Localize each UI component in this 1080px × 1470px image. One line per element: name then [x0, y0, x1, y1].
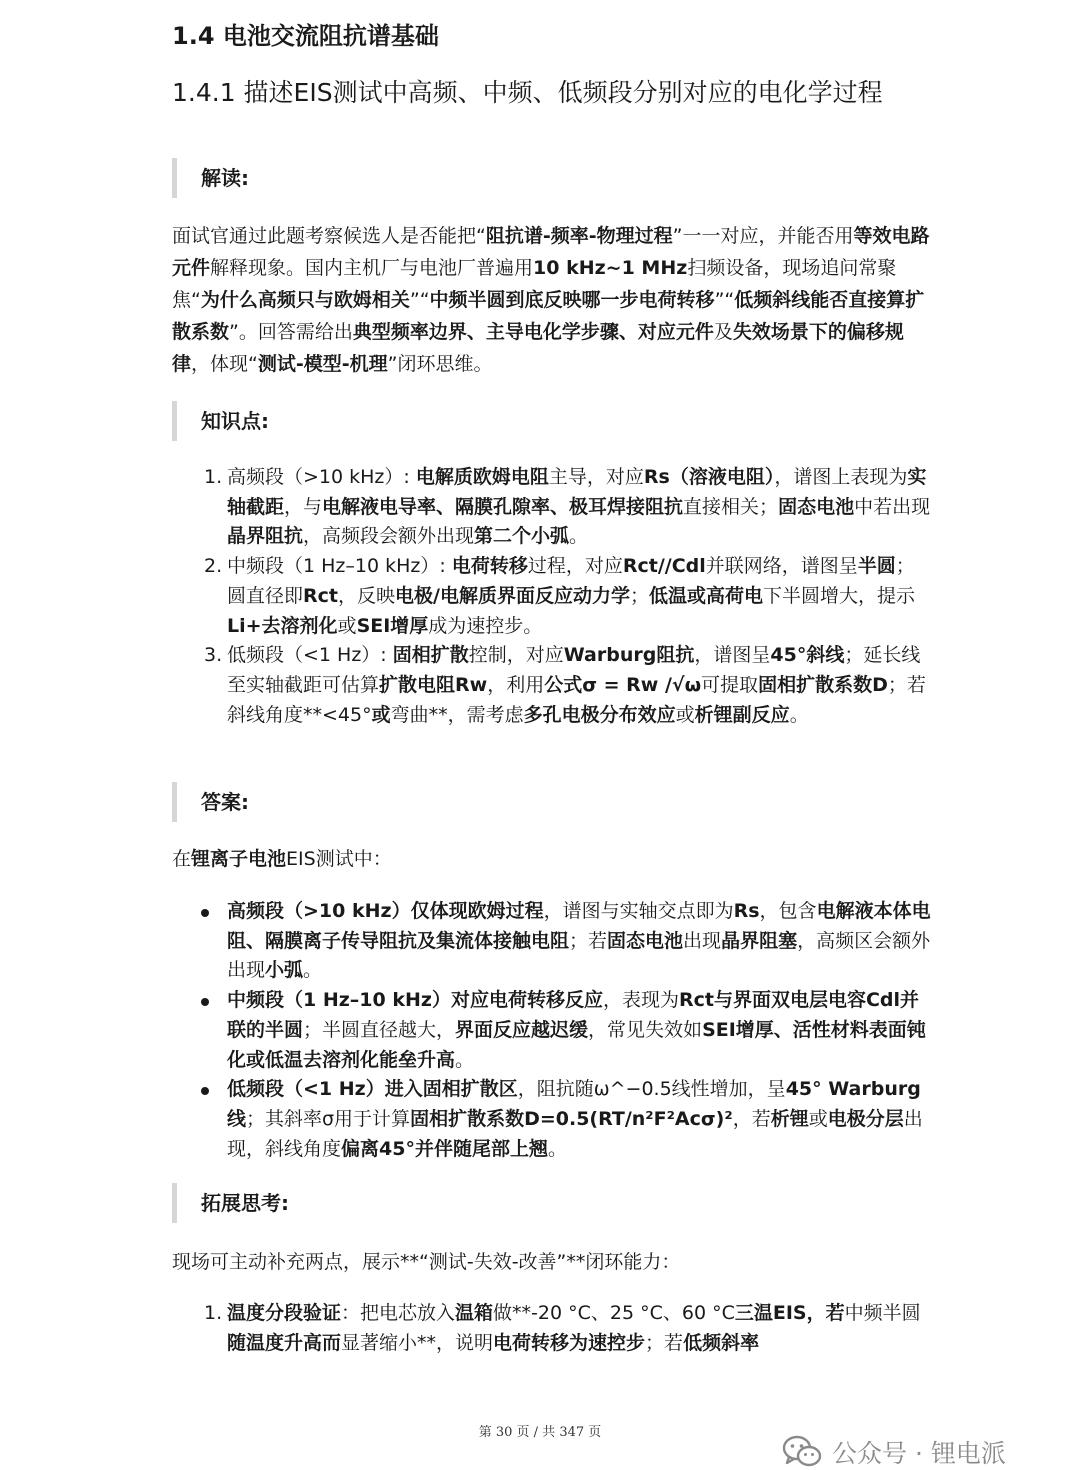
list-item — [172, 897, 932, 986]
bold-text: 45°斜线 — [770, 644, 845, 667]
subsection-heading: 1.4.1 描述EIS测试中高频、中频、低频段分别对应的电化学过程 — [172, 78, 883, 107]
text-run: 直接相关； — [683, 495, 779, 518]
text-run: ；其斜率σ用于计算 — [246, 1107, 411, 1130]
wechat-icon — [782, 1435, 822, 1469]
text-run: ，常见失效如 — [588, 1018, 703, 1041]
bold-text: 阻抗谱-频率-物理过程 — [485, 225, 673, 247]
bold-text: 晶界阻塞 — [721, 929, 798, 952]
text-run: ，高频段会额外出现 — [303, 525, 475, 548]
bold-text: 典型频率边界、主导电化学步骤、对应元件 — [352, 321, 714, 343]
page-footer: 第 30 页 / 共 347 页 — [478, 1425, 602, 1440]
section-heading: 1.4 电池交流阻抗谱基础 — [172, 22, 439, 50]
text-run: 。 — [569, 525, 589, 548]
bold-text: Rct//Cdl — [622, 555, 706, 578]
bold-text: 偏离45°并伴随尾部上翘 — [341, 1137, 548, 1160]
bold-text: 失效场景下的偏移规律 — [172, 321, 904, 375]
extension-intro — [172, 1246, 932, 1278]
list-item — [172, 463, 932, 552]
bold-text: Rct — [303, 584, 338, 607]
bold-text: 中频半圆到底反映哪一步电荷转移 — [429, 289, 715, 311]
text-run: ，与 — [284, 495, 323, 518]
bold-text: 低频段（<1 Hz）进入固相扩散区 — [227, 1078, 518, 1101]
bold-text: SEI增厚、活性材料表面钝化或低温去溶剂化能垒升高 — [227, 1018, 926, 1071]
text-run: ”。回答需给出 — [229, 321, 353, 343]
watermark-text: 公众号 · 锂电派 — [832, 1439, 1006, 1468]
text-run: 扫频设备，现场追问常聚焦“ — [172, 257, 897, 311]
bullet-icon — [201, 909, 209, 917]
text-run: 中若出现 — [854, 495, 931, 518]
list-item — [172, 641, 932, 730]
bold-text: 10 kHz~1 MHz — [533, 257, 688, 279]
text-run: 或 — [337, 614, 357, 637]
text-run: 及 — [713, 321, 733, 343]
text-run: ”“ — [409, 289, 430, 311]
text-run: ，阻抗随ω^−0.5线性增加，呈 — [517, 1078, 786, 1101]
bold-text: 固态电池 — [778, 495, 855, 518]
list-number: 2. — [204, 555, 223, 578]
text-run: 主导，对应 — [548, 466, 644, 488]
bold-text: 随温度升高而 — [227, 1331, 342, 1354]
bold-text: 三温EIS，若 — [734, 1302, 845, 1324]
bold-text: 温度分段验证 — [227, 1302, 342, 1324]
text-run: 出现 — [683, 929, 722, 952]
watermark — [782, 1434, 1006, 1470]
bold-text: 电极分层 — [827, 1107, 904, 1130]
bold-text: Rs — [733, 900, 760, 922]
bold-text: 等效电路元件 — [172, 225, 930, 279]
bullet-icon — [201, 998, 209, 1006]
text-run: ；圆直径即 — [227, 555, 915, 607]
text-run: 解释现象。国内主机厂与电池厂普遍用 — [210, 257, 534, 279]
answer-intro — [172, 843, 932, 875]
text-run: 控制，对应 — [468, 644, 564, 667]
bold-text: 固态电池 — [607, 929, 684, 952]
text-run: 做**-20 °C、25 °C、60 °C — [493, 1302, 735, 1324]
text-run: 成为速控步。 — [428, 614, 543, 637]
text-run: ；半圆直径越大， — [303, 1018, 456, 1041]
bold-text: 低温或高荷电 — [648, 584, 763, 607]
bold-text: 固相扩散系数D — [758, 673, 888, 696]
list-item — [172, 1299, 932, 1358]
bold-text: 析锂副反应 — [694, 703, 790, 726]
bold-text: 低频斜线能否直接算扩散系数 — [172, 289, 925, 343]
bold-text: Li+去溶剂化 — [227, 614, 338, 637]
text-run: 。 — [547, 1137, 567, 1160]
interpretation-paragraph — [172, 220, 932, 380]
bold-text: Rs（溶液电阻） — [643, 466, 775, 488]
bold-text: 温箱 — [455, 1302, 494, 1324]
text-run: 或 — [808, 1107, 828, 1130]
text-run: 。 — [789, 703, 809, 726]
callout-knowledge — [172, 401, 269, 441]
bold-text: 多孔电极分布效应 — [523, 703, 676, 726]
list-item — [172, 1075, 932, 1164]
text-run: ；若斜线角度**<45° — [227, 673, 926, 726]
text-run: ，谱图与实轴交点即为 — [543, 900, 734, 922]
callout-label: 知识点: — [201, 409, 269, 433]
bold-text: 晶界阻抗 — [227, 525, 304, 548]
text-run: ，高频区会额外出现 — [227, 929, 931, 982]
bold-text: 测试-模型-机理 — [257, 353, 388, 375]
list-item — [172, 552, 932, 641]
bold-text: Warburg阻抗 — [563, 644, 695, 667]
text-run: ，表现为 — [602, 989, 679, 1012]
text-run: 出现，斜线角度 — [227, 1107, 923, 1160]
bold-text: 电极/电解质界面反应动力学 — [395, 584, 630, 607]
bold-text: 为什么高频只与欧姆相关 — [200, 289, 410, 311]
text-run: 现场可主动补充两点，展示**“测试-失效-改善”**闭环能力： — [172, 1251, 681, 1273]
text-run: 或 — [675, 703, 695, 726]
text-run: ，包含 — [759, 900, 817, 922]
text-run: 高频段（>10 kHz）: — [227, 466, 416, 488]
answer-list — [172, 897, 932, 1164]
bold-text: 实轴截距 — [227, 466, 927, 518]
text-run: 在 — [172, 848, 192, 870]
text-run: ：把电芯放入 — [341, 1302, 456, 1324]
callout-answer — [172, 782, 249, 822]
bold-text: 低频斜率 — [683, 1331, 760, 1354]
bold-text: 小弧 — [265, 959, 304, 982]
text-run: ；延长线至实轴截距可估算 — [227, 644, 921, 696]
text-run: ，谱图呈 — [694, 644, 771, 667]
text-run: ，谱图上表现为 — [774, 466, 908, 488]
text-run: 面试官通过此题考察候选人是否能把“ — [172, 225, 486, 247]
bold-text: 或 — [371, 703, 391, 726]
text-run: ，若 — [732, 1107, 771, 1130]
text-run: ，反映 — [338, 584, 396, 607]
text-run: 。 — [455, 1048, 475, 1071]
bullet-icon — [201, 1087, 209, 1095]
callout-interpretation — [172, 158, 249, 198]
text-run: EIS测试中： — [286, 848, 392, 870]
callout-label: 解读: — [201, 166, 249, 190]
callout-label: 拓展思考: — [201, 1191, 289, 1215]
bold-text: 高频段（>10 kHz）仅体现欧姆过程 — [227, 900, 544, 922]
text-run: ”一一对应，并能否用 — [672, 225, 854, 247]
bold-text: 公式σ = Rw /√ω — [544, 673, 702, 696]
bold-text: 固相扩散 — [392, 644, 469, 667]
bold-text: 析锂 — [770, 1107, 809, 1130]
text-run: 。 — [303, 959, 323, 982]
text-run: 中频半圆 — [844, 1302, 921, 1324]
bold-text: 锂离子电池 — [191, 848, 287, 870]
text-run: 并联网络，谱图呈 — [705, 555, 858, 578]
text-run: ”闭环思维。 — [387, 353, 493, 375]
text-run: 可提取 — [701, 673, 759, 696]
bold-text: 中频段（1 Hz–10 kHz）对应电荷转移反应 — [227, 989, 603, 1012]
bold-text: 固相扩散系数D=0.5(RT/n²F²Acσ)² — [410, 1107, 733, 1130]
text-run: 过程，对应 — [527, 555, 623, 578]
text-run: 低频段（<1 Hz）: — [227, 644, 393, 667]
bold-text: 电解液本体电阻、隔膜离子传导阻抗及集流体接触电阻 — [227, 900, 931, 952]
bold-text: 电荷转移为速控步 — [493, 1331, 646, 1354]
bold-text: 电解液电导率、隔膜孔隙率、极耳焊接阻抗 — [322, 495, 684, 518]
text-run: ；若 — [645, 1331, 684, 1354]
text-run: ； — [629, 584, 649, 607]
text-run: ”“ — [714, 289, 735, 311]
bold-text: 半圆 — [857, 555, 896, 578]
bold-text: Rct与界面双电层电容Cdl并联的半圆 — [227, 989, 920, 1041]
text-run: 中频段（1 Hz–10 kHz）: — [227, 555, 452, 578]
bold-text: SEI增厚 — [356, 614, 429, 637]
list-number: 3. — [204, 644, 223, 667]
text-run: 弯曲**，需考虑 — [390, 703, 524, 726]
text-run: 显著缩小**，说明 — [341, 1331, 494, 1354]
callout-label: 答案: — [201, 790, 249, 814]
text-run: ，体现“ — [191, 353, 258, 375]
bold-text: 电解质欧姆电阻 — [415, 466, 549, 488]
extension-list — [172, 1299, 932, 1358]
bold-text: 45° Warburg线 — [227, 1078, 921, 1130]
callout-extension — [172, 1183, 289, 1223]
bold-text: 电荷转移 — [451, 555, 528, 578]
list-number: 1. — [204, 466, 223, 488]
text-run: 下半圆增大，提示 — [763, 584, 916, 607]
bold-text: 界面反应越迟缓 — [455, 1018, 589, 1041]
list-item — [172, 986, 932, 1075]
text-run: ；若 — [569, 929, 608, 952]
bold-text: 扩散电阻Rw — [379, 673, 488, 696]
list-number: 1. — [204, 1302, 223, 1324]
bold-text: 第二个小弧 — [474, 525, 570, 548]
text-run: ，利用 — [487, 673, 545, 696]
knowledge-list — [172, 463, 932, 730]
